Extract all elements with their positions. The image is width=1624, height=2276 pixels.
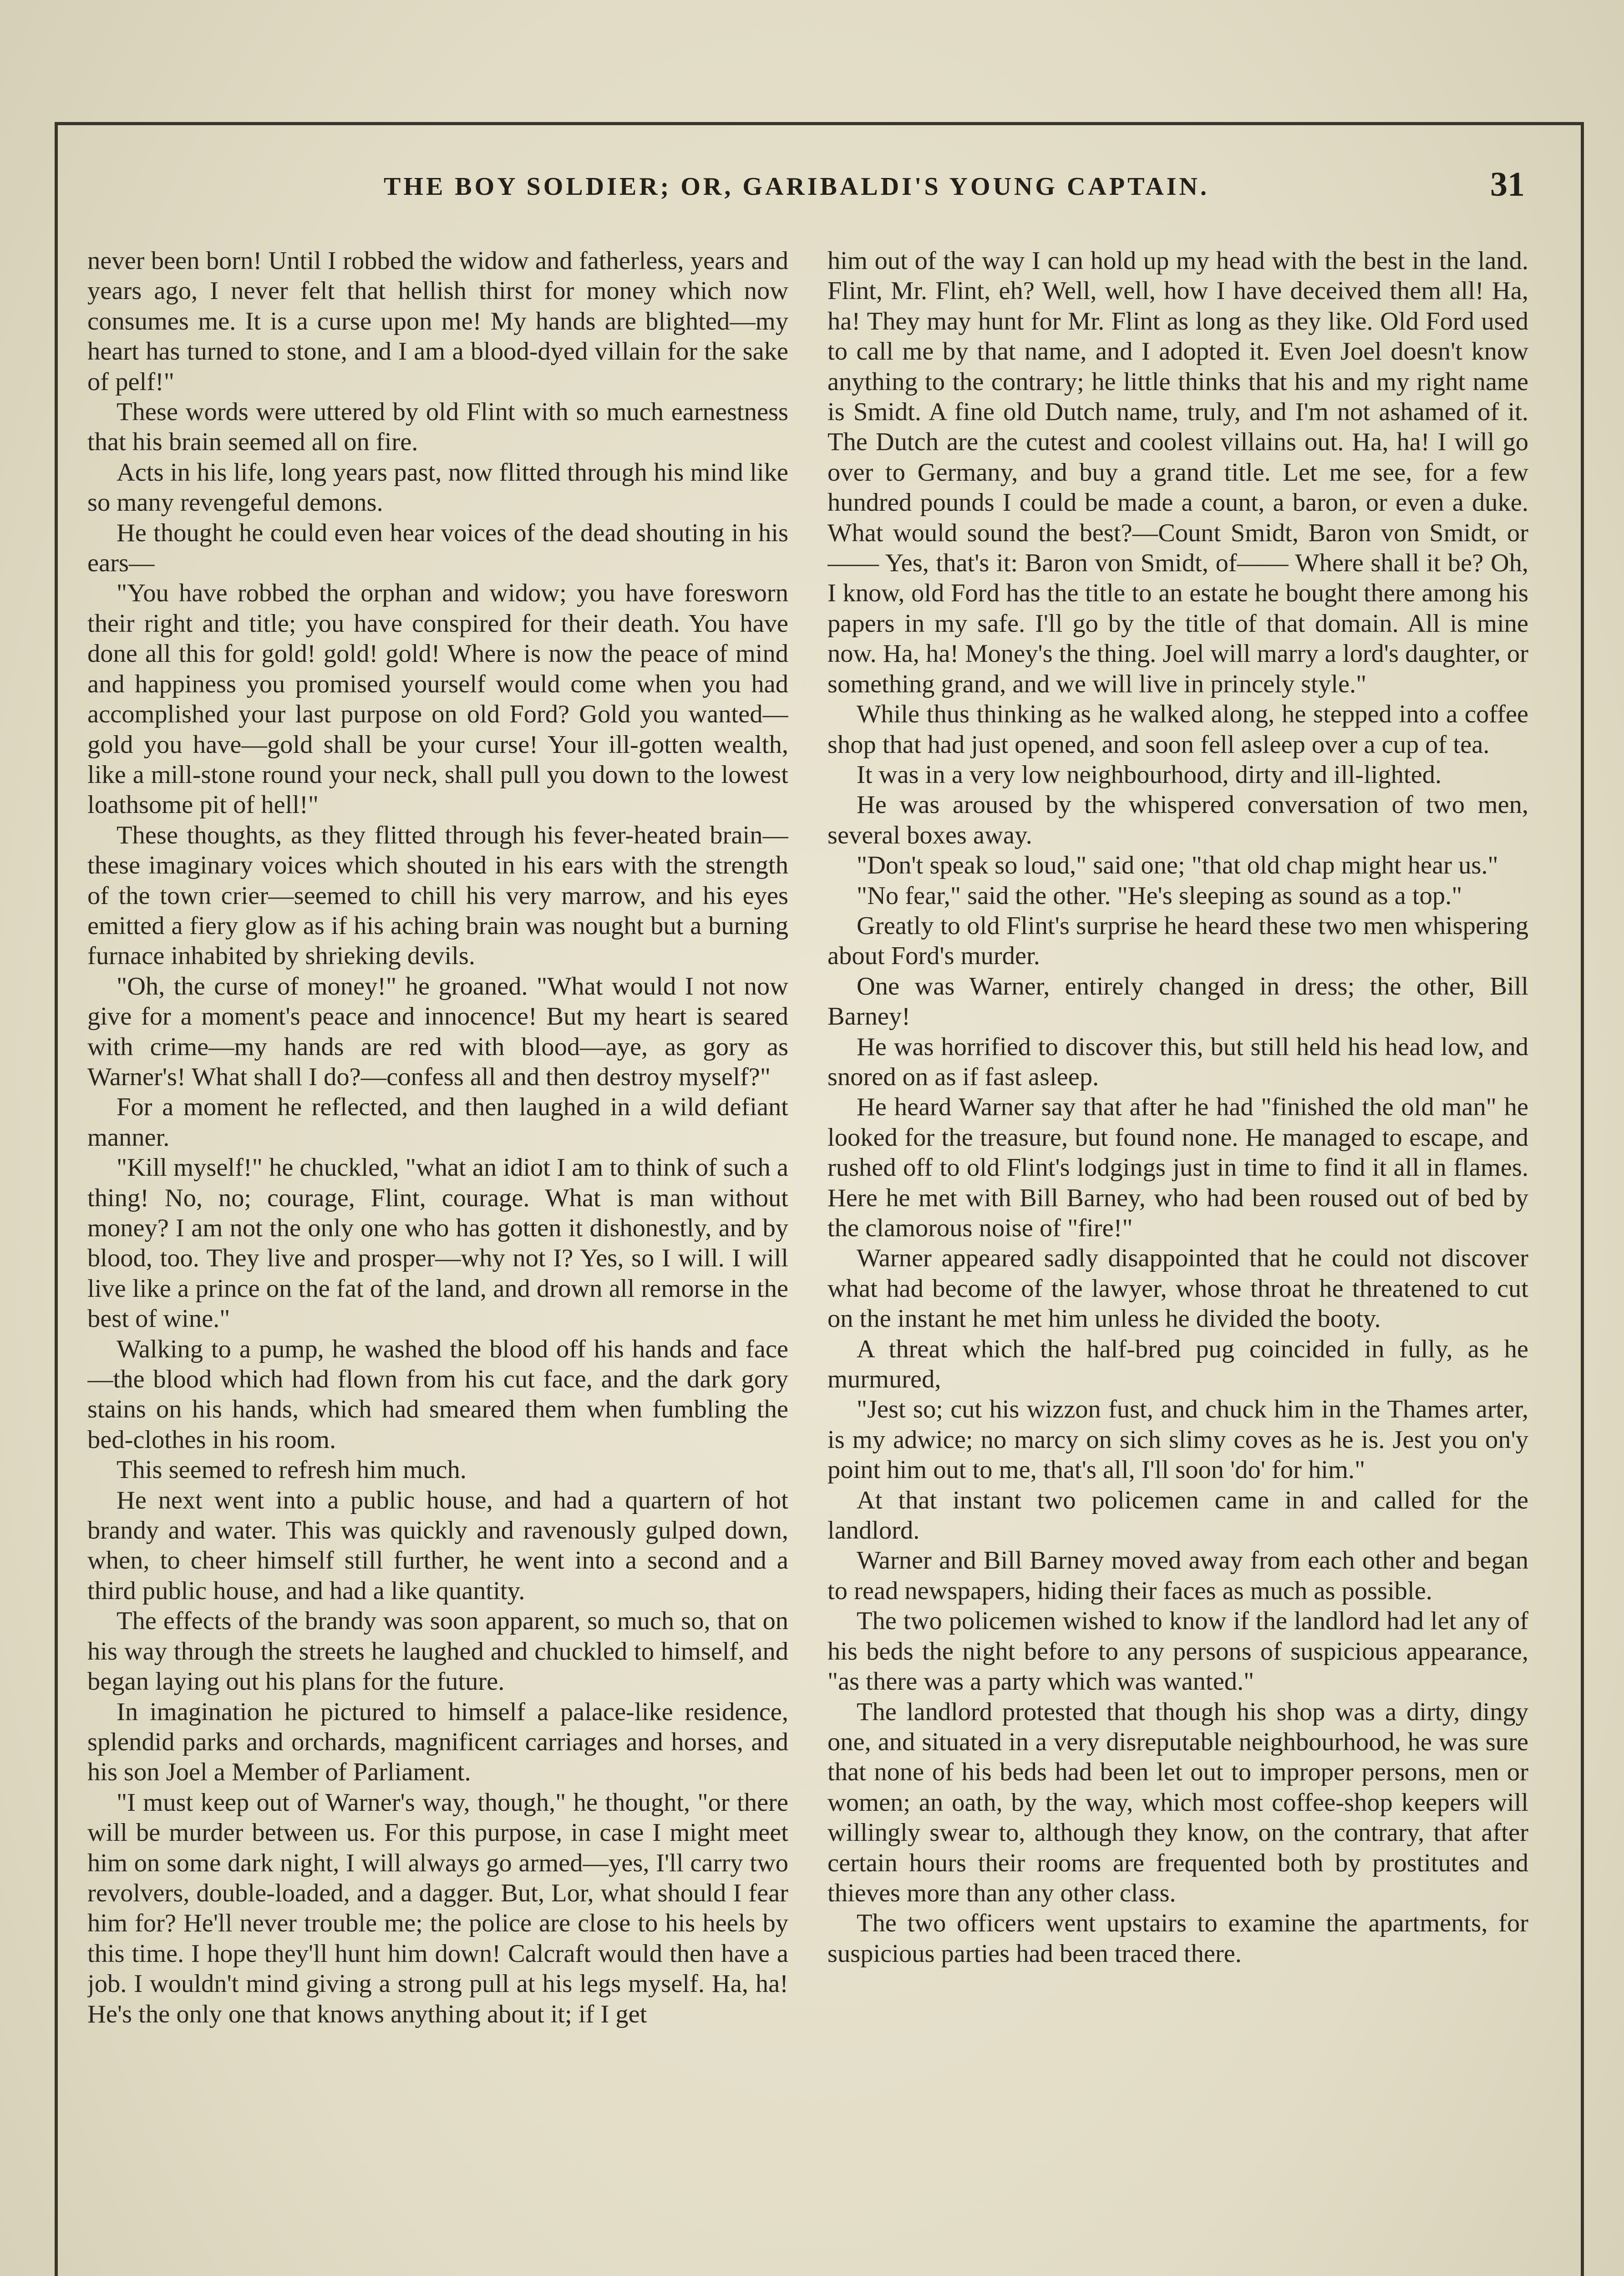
paragraph: In imagination he pictured to himself a palace-like residence, splendid parks and orchards, magnificent carriages and horses, and his son Joel a Member of Parliament. — [87, 1697, 788, 1787]
paragraph: "Don't speak so loud," said one; "that old chap might hear us." — [857, 851, 1498, 880]
paragraph: never been born! Until I robbed the widow and fatherless, years and years ago, I never felt that hellish thirst for money which now consumes me. It is a curse upon me! My hands are blighted—my heart has turned to stone, and I am a blood-dyed villain for the sake of pelf!" — [87, 247, 788, 396]
paragraph: Greatly to old Flint's surprise he heard these two men whispering about Ford's murder. — [827, 911, 1528, 970]
paragraph: "Jest so; cut his wizzon fust, and chuck him in the Thames arter, is my adwice; no marcy on sich slimy coves as he is. Jest you on'y point him out to me, that's all, I'll soon 'do' for him." — [827, 1395, 1528, 1484]
paragraph: He next went into a public house, and had a quartern of hot brandy and water. This was quickly and ravenously gulped down, when, to cheer himself still further, he went into a second and a third public house, and had a like quantity. — [87, 1486, 788, 1605]
paragraph: He was aroused by the whispered conversation of two men, several boxes away. — [827, 791, 1528, 849]
paragraph: The effects of the brandy was soon apparent, so much so, that on his way through the streets he laughed and chuckled to himself, and began laying out his plans for the future. — [87, 1607, 788, 1696]
paragraph: "No fear," said the other. "He's sleeping as sound as a top." — [857, 881, 1462, 910]
paragraph: Acts in his life, long years past, now flitted through his mind like so many revengeful demons. — [87, 458, 788, 517]
paragraph: "Kill myself!" he chuckled, "what an idiot I am to think of such a thing! No, no; courage, Flint, courage. What is man without money? I am not the only one who has gotten it dishonestly, and by blood, too. They live and prosper—why not I? Yes, so I will. I will live like a prince on the fat of the land, and drown all remorse in the best of wine." — [87, 1153, 788, 1333]
paragraph: Warner appeared sadly disappointed that he could not discover what had become of the lawyer, whose throat he threatened to cut on the instant he met him unless he divided the booty. — [827, 1244, 1528, 1333]
paragraph: "Oh, the curse of money!" he groaned. "What would I not now give for a moment's peace and innocence! But my heart is seared with crime—my hands are red with blood—aye, as gory as Warner's! What shall I do?—confess all and then destroy myself?" — [87, 972, 788, 1091]
paragraph: These words were uttered by old Flint with so much earnestness that his brain seemed all on fire. — [87, 398, 788, 457]
paragraph: A threat which the half-bred pug coincided in fully, as he murmured, — [827, 1335, 1528, 1394]
paragraph: He thought he could even hear voices of the dead shouting in his ears— — [87, 518, 788, 578]
paragraph: him out of the way I can hold up my head with the best in the land. Flint, Mr. Flint, eh? Well, well, how I have deceived them all! Ha, ha! They may hunt for Mr. Flint as long as they like. Old Ford used to call me by that name, and I adopted it. Even Joel doesn't know anything to the contrary; he little thinks that his and my right name is Smidt. A fine old Dutch name, truly, and I'm not ashamed of it. The Dutch are the cutest and coolest villains out. Ha, ha! I will go over to Germany, and buy a grand title. Let me see, for a few hundred pounds I could be made a count, a baron, or even a duke. What would sound the best?—Count Smidt, Baron von Smidt, or—— Yes, that's it: Baron von Smidt, of—— Where shall it be? Oh, I know, old Ford has the title to an estate he bought there among his papers in my safe. I'll go by the title of that domain. All is mine now. Ha, ha! Money's the thing. Joel will marry a lord's daughter, or something grand, and we will live in princely style." — [827, 247, 1528, 698]
right-text-column — [827, 246, 1528, 2276]
paragraph: These thoughts, as they flitted through his fever-heated brain—these imaginary voices which shouted in his ears with the strength of the town crier—seemed to chill his very marrow, and his eyes emitted a fiery glow as if his aching brain was nought but a burning furnace inhabited by shrieking devils. — [87, 821, 788, 970]
paragraph: The two officers went upstairs to examine the apartments, for suspicious parties had been traced there. — [827, 1909, 1528, 1968]
paragraph: He heard Warner say that after he had "finished the old man" he looked for the treasure, but found none. He managed to escape, and rushed off to old Flint's lodgings just in time to find it all in flames. Here he met with Bill Barney, who had been roused out of bed by the clamorous noise of "fire!" — [827, 1093, 1528, 1242]
left-text-column — [87, 246, 788, 2276]
paragraph: While thus thinking as he walked along, he stepped into a coffee shop that had just opened, and soon fell asleep over a cup of tea. — [827, 700, 1528, 759]
paragraph: For a moment he reflected, and then laughed in a wild defiant manner. — [87, 1093, 788, 1152]
paragraph: The two policemen wished to know if the landlord had let any of his beds the night before to any persons of suspicious appearance, "as there was a party which was wanted." — [827, 1607, 1528, 1696]
paragraph: This seemed to refresh him much. — [117, 1456, 467, 1484]
paragraph: One was Warner, entirely changed in dress; the other, Bill Barney! — [827, 972, 1528, 1031]
running-title: THE BOY SOLDIER; OR, GARIBALDI'S YOUNG CAPTAIN. — [384, 173, 1209, 201]
paragraph: "I must keep out of Warner's way, though," he thought, "or there will be murder between us. For this purpose, in case I might meet him on some dark night, I will always go armed—yes, I'll carry two revolvers, double-loaded, and a dagger. But, Lor, what should I fear him for? He'll never trouble me; the police are close to his heels by this time. I hope they'll hunt him down! Calcraft would then have a job. I wouldn't mind giving a strong pull at his legs myself. Ha, ha! He's the only one that knows anything about it; if I get — [87, 1788, 788, 2028]
paragraph: "You have robbed the orphan and widow; you have foresworn their right and title; you have conspired for their death. You have done all this for gold! gold! gold! Where is now the peace of mind and happiness you promised yourself would come when you had accomplished your last purpose on old Ford? Gold you wanted—gold you have—gold shall be your curse! Your ill-gotten wealth, like a mill-stone round your neck, shall pull you down to the lowest loathsome pit of hell!" — [87, 579, 788, 819]
paragraph: Warner and Bill Barney moved away from each other and began to read newspapers, hiding their faces as much as possible. — [827, 1546, 1528, 1605]
paragraph: Walking to a pump, he washed the blood off his hands and face—the blood which had flown from his cut face, and the dark gory stains on his hands, which had smeared them when fumbling the bed-clothes in his room. — [87, 1335, 788, 1454]
paragraph: At that instant two policemen came in and called for the landlord. — [827, 1486, 1528, 1545]
paragraph: The landlord protested that though his shop was a dirty, dingy one, and situated in a very disreputable neighbourhood, he was sure that none of his beds had been let out to improper persons, men or women; an oath, by the way, which most coffee-shop keepers will willingly swear to, although they know, on the contrary, that after certain hours their rooms are frequented both by prostitutes and thieves more than any other class. — [827, 1697, 1528, 1907]
paragraph: It was in a very low neighbourhood, dirty and ill-lighted. — [857, 760, 1442, 789]
page-number: 31 — [1490, 165, 1525, 203]
paragraph: He was horrified to discover this, but still held his head low, and snored on as if fast asleep. — [827, 1032, 1528, 1091]
